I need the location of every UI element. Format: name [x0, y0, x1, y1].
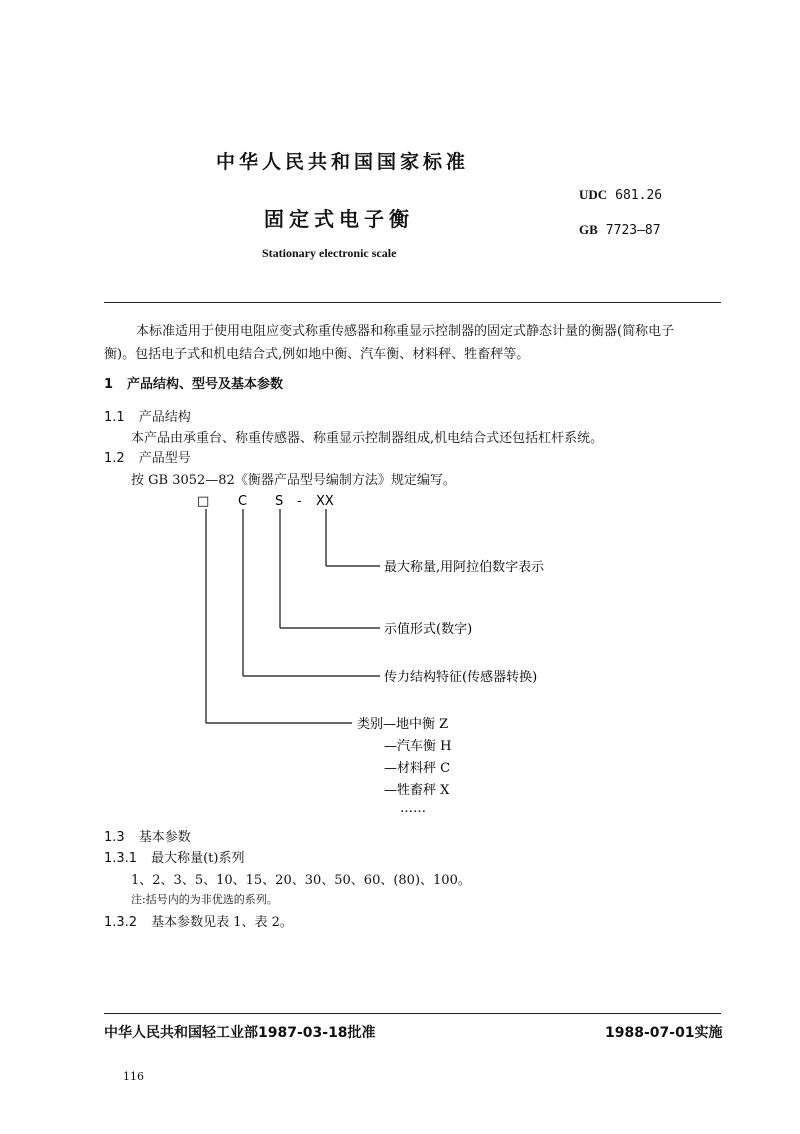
header-divider	[104, 302, 721, 303]
code-box-icon: □	[197, 494, 210, 509]
capacity-series-values: 1、2、3、5、10、15、20、30、50、60、(80)、100。	[131, 873, 471, 888]
section-number: 1.1	[104, 410, 125, 425]
gb-value: 7723—87	[605, 223, 661, 238]
section-number: 1.2	[104, 451, 125, 466]
category-livestock: —牲畜秤 X	[384, 783, 450, 798]
document-title: 固定式电子衡	[264, 207, 414, 231]
category-truck: —汽车衡 H	[384, 739, 452, 754]
gb-code	[579, 222, 661, 238]
section-title: 产品结构、型号及基本参数	[127, 377, 284, 392]
document-subtitle-en: Stationary electronic scale	[262, 246, 397, 260]
footer-divider	[104, 1013, 721, 1014]
section-number: 1.3.2	[104, 915, 138, 930]
section-1-2-heading	[104, 447, 191, 466]
section-title: 基本参数	[138, 830, 191, 845]
code-c: C	[238, 494, 248, 509]
section-title: 基本参数见表 1、表 2。	[151, 915, 293, 930]
code-s: S	[275, 494, 284, 509]
section-1-1-text: 本产品由承重台、称重传感器、称重显示控制器组成,机电结合式还包括杠杆系统。	[131, 431, 604, 446]
section-title: 产品型号	[138, 451, 191, 466]
section-1-3-heading	[104, 826, 191, 845]
section-number: 1.3	[104, 830, 125, 845]
intro-line-1: 本标准适用于使用电阻应变式称重传感器和称重显示控制器的固定式静态计量的衡器(简称电子	[136, 324, 675, 339]
standard-org-title: 中华人民共和国国家标准	[216, 151, 470, 173]
category-more: ……	[400, 801, 426, 816]
section-1-heading	[104, 373, 283, 392]
code-dash: -	[297, 494, 302, 509]
display-form-label: 示值形式(数字)	[384, 622, 473, 637]
section-1-2-text: 按 GB 3052—82《衡器产品型号编制方法》规定编写。	[131, 473, 456, 488]
section-title: 最大称量(t)系列	[151, 851, 245, 866]
category-material: —材料秤 C	[384, 761, 451, 776]
section-title: 产品结构	[138, 410, 191, 425]
code-xx: XX	[316, 494, 334, 509]
category-label: 类别—地中衡 Z	[357, 717, 449, 732]
section-number: 1.3.1	[104, 851, 138, 866]
page-number: 116	[123, 1070, 144, 1083]
capacity-series-note: 注:括号内的为非优选的系列。	[131, 893, 278, 906]
transfer-structure-label: 传力结构特征(传感器转换)	[384, 670, 538, 685]
udc-code	[579, 187, 662, 203]
udc-value: 681.26	[615, 188, 663, 203]
section-number: 1	[104, 377, 114, 392]
section-1-3-1-heading	[104, 847, 244, 866]
section-1-1-heading	[104, 406, 191, 425]
effective-date: 1988-07-01实施	[605, 1025, 723, 1041]
udc-label: UDC	[579, 187, 608, 202]
intro-line-2: 衡)。包括电子式和机电结合式,例如地中衡、汽车衡、材料秤、牲畜秤等。	[104, 347, 530, 362]
approval-statement: 中华人民共和国轻工业部1987-03-18批准	[104, 1025, 376, 1041]
section-1-3-2-heading	[104, 911, 293, 930]
capacity-label: 最大称量,用阿拉伯数字表示	[384, 560, 545, 575]
gb-label: GB	[579, 222, 598, 237]
